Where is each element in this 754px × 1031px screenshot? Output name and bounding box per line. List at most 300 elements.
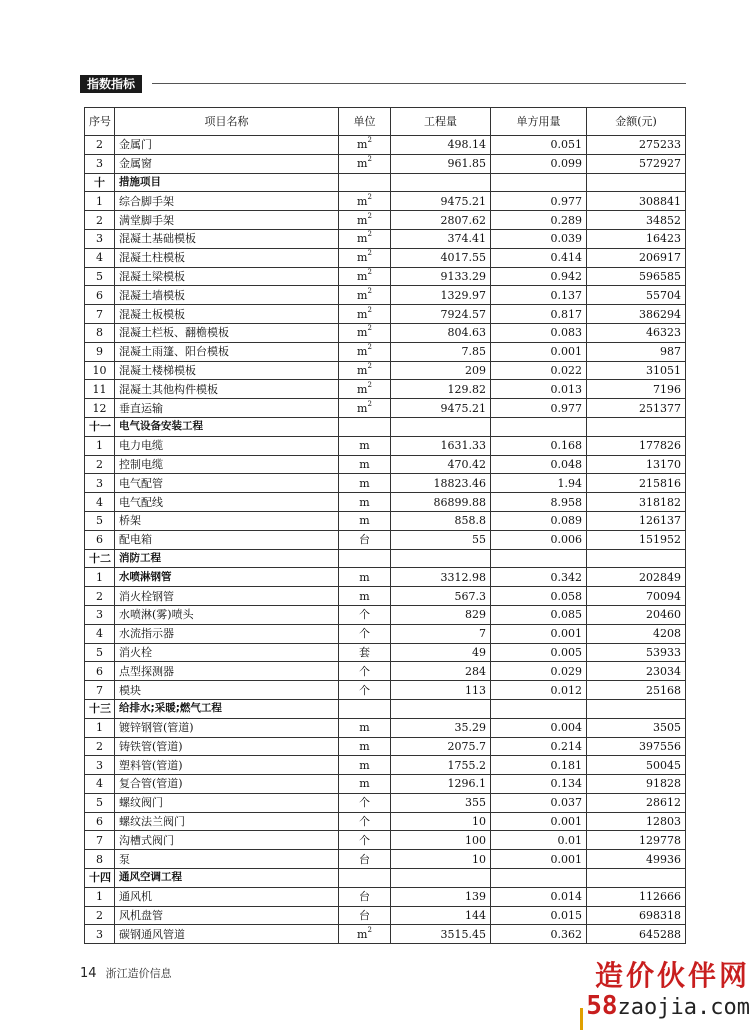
cell-no-text: 4 bbox=[96, 777, 103, 791]
cell-unit bbox=[339, 568, 391, 587]
section-row bbox=[85, 549, 686, 568]
cell-quantity-text: 10 bbox=[472, 852, 486, 866]
cell-unit-usage bbox=[491, 323, 587, 342]
cell-name bbox=[115, 587, 339, 606]
unit-superscript: 2 bbox=[367, 925, 372, 934]
cell-amount-text: 13170 bbox=[646, 457, 681, 471]
cell-unit-usage bbox=[491, 417, 587, 436]
cell-no bbox=[85, 511, 115, 530]
cell-no bbox=[85, 136, 115, 155]
cell-name bbox=[115, 173, 339, 192]
cell-name bbox=[115, 136, 339, 155]
cell-unit-usage bbox=[491, 906, 587, 925]
cell-unit-usage bbox=[491, 248, 587, 267]
cell-quantity-text: 9475.21 bbox=[440, 401, 486, 415]
cell-name-text: 螺纹阀门 bbox=[119, 796, 163, 810]
cell-no bbox=[85, 812, 115, 831]
cell-amount bbox=[587, 775, 686, 794]
cell-name bbox=[115, 229, 339, 248]
cell-name bbox=[115, 511, 339, 530]
cell-unit-usage bbox=[491, 380, 587, 399]
cell-quantity bbox=[391, 906, 491, 925]
cell-unit-usage-text: 0.977 bbox=[550, 194, 582, 208]
cell-amount bbox=[587, 286, 686, 305]
unit-superscript: 2 bbox=[367, 305, 372, 314]
cell-name-text: 措施项目 bbox=[119, 175, 161, 188]
table-row bbox=[85, 775, 686, 794]
page-footer bbox=[80, 962, 172, 981]
table-row bbox=[85, 887, 686, 906]
cell-no-text: 十二 bbox=[89, 551, 111, 565]
col-header-quantity: 工程量 bbox=[391, 108, 491, 136]
cell-unit bbox=[339, 154, 391, 173]
cell-no bbox=[85, 568, 115, 587]
cell-unit-text: 台 bbox=[359, 890, 370, 904]
cell-no bbox=[85, 474, 115, 493]
cell-quantity bbox=[391, 549, 491, 568]
cell-name-text: 混凝土梁模板 bbox=[119, 269, 185, 283]
cell-unit-usage bbox=[491, 173, 587, 192]
cell-quantity-text: 567.3 bbox=[454, 589, 486, 603]
cell-no-text: 3 bbox=[96, 927, 103, 941]
cell-quantity-text: 113 bbox=[465, 683, 486, 697]
cell-name-text: 满堂脚手架 bbox=[119, 213, 174, 227]
cell-name-text: 通风空调工程 bbox=[119, 871, 182, 884]
cell-quantity-text: 4017.55 bbox=[440, 251, 486, 265]
cell-name-text: 电力电缆 bbox=[119, 439, 163, 453]
cell-amount bbox=[587, 361, 686, 380]
cell-amount-text: 50045 bbox=[646, 758, 681, 772]
col-header-name: 项目名称 bbox=[115, 108, 339, 136]
table-row bbox=[85, 436, 686, 455]
cell-name bbox=[115, 211, 339, 230]
cell-name-text: 镀锌钢管(管道) bbox=[119, 721, 194, 735]
cell-no-text: 10 bbox=[92, 363, 107, 377]
cell-quantity-text: 1631.33 bbox=[440, 439, 486, 453]
cell-name-text: 混凝土墙模板 bbox=[119, 288, 185, 302]
cell-no bbox=[85, 643, 115, 662]
cell-name-text: 铸铁管(管道) bbox=[119, 739, 183, 753]
cell-amount bbox=[587, 192, 686, 211]
cell-quantity bbox=[391, 681, 491, 700]
cell-unit bbox=[339, 305, 391, 324]
cell-amount bbox=[587, 812, 686, 831]
cell-no bbox=[85, 605, 115, 624]
cell-amount bbox=[587, 831, 686, 850]
section-row bbox=[85, 417, 686, 436]
cell-unit-text: m bbox=[359, 476, 370, 490]
cell-unit-text: m bbox=[359, 739, 370, 753]
cell-unit bbox=[339, 587, 391, 606]
table-row bbox=[85, 587, 686, 606]
cell-quantity bbox=[391, 211, 491, 230]
cell-name-text: 混凝土其他构件模板 bbox=[119, 382, 218, 396]
cell-amount-text: 23034 bbox=[646, 664, 681, 678]
watermark-bar bbox=[580, 1008, 583, 1030]
cell-unit-usage-text: 0.051 bbox=[550, 138, 582, 152]
cell-unit-text: 台 bbox=[359, 909, 370, 923]
cell-amount bbox=[587, 681, 686, 700]
cell-unit-usage bbox=[491, 455, 587, 474]
cell-no-text: 6 bbox=[96, 288, 103, 302]
cell-unit-text: m bbox=[357, 138, 368, 152]
table-row bbox=[85, 267, 686, 286]
cell-no-text: 11 bbox=[92, 382, 107, 396]
cell-no-text: 3 bbox=[96, 476, 103, 490]
cell-amount bbox=[587, 474, 686, 493]
cell-quantity bbox=[391, 624, 491, 643]
cell-unit-usage-text: 0.012 bbox=[550, 683, 582, 697]
cell-no bbox=[85, 211, 115, 230]
cell-name bbox=[115, 417, 339, 436]
cell-quantity bbox=[391, 699, 491, 718]
cell-quantity bbox=[391, 154, 491, 173]
cell-amount bbox=[587, 211, 686, 230]
cell-unit bbox=[339, 511, 391, 530]
cell-quantity bbox=[391, 530, 491, 549]
cell-no-text: 7 bbox=[96, 833, 103, 847]
cell-unit-usage bbox=[491, 699, 587, 718]
cell-amount bbox=[587, 587, 686, 606]
cell-amount-text: 698318 bbox=[639, 909, 681, 923]
cell-unit-usage bbox=[491, 436, 587, 455]
cell-unit-usage bbox=[491, 624, 587, 643]
cell-amount-text: 20460 bbox=[646, 608, 681, 622]
watermark-url-prefix: 58 bbox=[586, 991, 618, 1021]
cell-quantity bbox=[391, 605, 491, 624]
unit-superscript: 2 bbox=[367, 249, 372, 258]
cell-quantity bbox=[391, 286, 491, 305]
cell-quantity-text: 35.29 bbox=[454, 721, 486, 735]
cell-quantity-text: 7924.57 bbox=[440, 307, 486, 321]
cell-amount bbox=[587, 549, 686, 568]
cell-name-text: 混凝土栏板、翻檐模板 bbox=[119, 326, 229, 340]
cell-no bbox=[85, 925, 115, 944]
cell-quantity bbox=[391, 229, 491, 248]
cell-name-text: 综合脚手架 bbox=[119, 194, 174, 208]
cell-quantity bbox=[391, 342, 491, 361]
cell-name-text: 桥架 bbox=[119, 514, 141, 528]
cell-unit-usage-text: 0.039 bbox=[550, 232, 582, 246]
section-row bbox=[85, 869, 686, 888]
cell-no bbox=[85, 662, 115, 681]
cell-name-text: 混凝土楼梯模板 bbox=[119, 363, 196, 377]
cell-amount-text: 12803 bbox=[646, 815, 681, 829]
cell-unit bbox=[339, 756, 391, 775]
cell-unit bbox=[339, 699, 391, 718]
unit-superscript: 2 bbox=[367, 155, 372, 164]
cell-unit bbox=[339, 474, 391, 493]
cell-unit-usage bbox=[491, 342, 587, 361]
section-row bbox=[85, 173, 686, 192]
cell-no bbox=[85, 342, 115, 361]
cell-amount bbox=[587, 267, 686, 286]
cell-unit-usage-text: 0.977 bbox=[550, 401, 582, 415]
index-table bbox=[84, 107, 686, 944]
cell-unit-usage bbox=[491, 831, 587, 850]
cell-unit bbox=[339, 793, 391, 812]
cell-amount-text: 55704 bbox=[646, 288, 681, 302]
section-row bbox=[85, 699, 686, 718]
cell-amount bbox=[587, 568, 686, 587]
table-row bbox=[85, 511, 686, 530]
cell-unit bbox=[339, 831, 391, 850]
cell-quantity bbox=[391, 493, 491, 512]
cell-quantity-text: 7.85 bbox=[461, 345, 486, 359]
cell-amount-text: 70094 bbox=[646, 589, 681, 603]
table-row bbox=[85, 530, 686, 549]
cell-no bbox=[85, 229, 115, 248]
cell-amount bbox=[587, 380, 686, 399]
table-row bbox=[85, 380, 686, 399]
cell-name-text: 沟槽式阀门 bbox=[119, 833, 174, 847]
cell-unit-usage-text: 0.362 bbox=[550, 927, 582, 941]
cell-amount bbox=[587, 643, 686, 662]
cell-no bbox=[85, 793, 115, 812]
cell-amount bbox=[587, 455, 686, 474]
cell-quantity bbox=[391, 136, 491, 155]
cell-no-text: 十四 bbox=[89, 871, 111, 885]
cell-unit-usage-text: 0.134 bbox=[550, 777, 582, 791]
cell-name-text: 金属门 bbox=[119, 138, 152, 152]
cell-quantity-text: 7 bbox=[479, 627, 486, 641]
cell-amount bbox=[587, 305, 686, 324]
cell-name-text: 电气设备安装工程 bbox=[119, 420, 203, 433]
cell-amount bbox=[587, 662, 686, 681]
cell-unit-usage bbox=[491, 511, 587, 530]
header-divider bbox=[152, 83, 686, 84]
cell-unit bbox=[339, 869, 391, 888]
cell-unit-text: m bbox=[357, 401, 368, 415]
cell-unit-usage-text: 0.048 bbox=[550, 457, 582, 471]
cell-quantity-text: 2075.7 bbox=[447, 739, 486, 753]
cell-unit-text: m bbox=[357, 326, 368, 340]
cell-no bbox=[85, 192, 115, 211]
cell-unit-text: m bbox=[357, 269, 368, 283]
cell-name bbox=[115, 530, 339, 549]
cell-unit-text: m bbox=[359, 495, 370, 509]
table-row bbox=[85, 925, 686, 944]
cell-unit-usage-text: 0.004 bbox=[550, 721, 582, 735]
table-row bbox=[85, 624, 686, 643]
cell-no-text: 6 bbox=[96, 664, 103, 678]
cell-amount bbox=[587, 154, 686, 173]
cell-amount bbox=[587, 624, 686, 643]
cell-unit bbox=[339, 173, 391, 192]
cell-quantity-text: 374.41 bbox=[447, 232, 486, 246]
cell-unit bbox=[339, 530, 391, 549]
cell-amount-text: 129778 bbox=[639, 833, 681, 847]
cell-name bbox=[115, 361, 339, 380]
cell-no-text: 1 bbox=[96, 570, 103, 584]
section-tag: 指数指标 bbox=[80, 75, 142, 93]
cell-amount bbox=[587, 399, 686, 418]
cell-unit-usage bbox=[491, 850, 587, 869]
cell-no-text: 3 bbox=[96, 758, 103, 772]
cell-unit-usage-text: 0.414 bbox=[550, 251, 582, 265]
cell-amount-text: 215816 bbox=[639, 476, 681, 490]
watermark bbox=[586, 960, 750, 1022]
cell-amount-text: 112666 bbox=[639, 890, 681, 904]
cell-name bbox=[115, 605, 339, 624]
cell-unit-usage-text: 0.085 bbox=[550, 608, 582, 622]
cell-quantity-text: 3515.45 bbox=[440, 927, 486, 941]
cell-unit-usage-text: 0.181 bbox=[550, 758, 582, 772]
cell-unit-text: m bbox=[357, 307, 368, 321]
cell-unit-usage-text: 0.01 bbox=[557, 833, 582, 847]
cell-unit bbox=[339, 812, 391, 831]
table-row bbox=[85, 605, 686, 624]
cell-name-text: 电气配管 bbox=[119, 476, 163, 490]
cell-unit-text: 个 bbox=[359, 627, 370, 641]
cell-unit-usage bbox=[491, 662, 587, 681]
cell-amount bbox=[587, 136, 686, 155]
cell-no-text: 2 bbox=[96, 739, 103, 753]
cell-unit-text: 台 bbox=[359, 852, 370, 866]
cell-name-text: 碳钢通风管道 bbox=[119, 927, 185, 941]
unit-superscript: 2 bbox=[367, 211, 372, 220]
cell-unit-usage-text: 0.015 bbox=[550, 909, 582, 923]
cell-name bbox=[115, 869, 339, 888]
cell-unit-usage bbox=[491, 154, 587, 173]
section-header bbox=[80, 75, 686, 93]
cell-amount bbox=[587, 323, 686, 342]
cell-no bbox=[85, 737, 115, 756]
cell-unit-usage-text: 0.083 bbox=[550, 326, 582, 340]
cell-no-text: 5 bbox=[96, 269, 103, 283]
cell-no-text: 12 bbox=[92, 401, 107, 415]
cell-no-text: 3 bbox=[96, 232, 103, 246]
cell-no-text: 6 bbox=[96, 533, 103, 547]
col-header-unit-usage: 单方用量 bbox=[491, 108, 587, 136]
cell-no-text: 3 bbox=[96, 608, 103, 622]
cell-amount-text: 645288 bbox=[639, 927, 681, 941]
cell-quantity-text: 829 bbox=[465, 608, 486, 622]
cell-unit-text: m bbox=[359, 721, 370, 735]
cell-no bbox=[85, 530, 115, 549]
cell-no-text: 6 bbox=[96, 815, 103, 829]
cell-unit-usage bbox=[491, 493, 587, 512]
cell-unit-usage bbox=[491, 399, 587, 418]
cell-quantity bbox=[391, 361, 491, 380]
table-row bbox=[85, 681, 686, 700]
cell-name bbox=[115, 850, 339, 869]
table-row bbox=[85, 211, 686, 230]
cell-unit bbox=[339, 361, 391, 380]
cell-quantity bbox=[391, 756, 491, 775]
cell-amount bbox=[587, 699, 686, 718]
table-row bbox=[85, 286, 686, 305]
cell-name bbox=[115, 493, 339, 512]
cell-quantity-text: 9475.21 bbox=[440, 194, 486, 208]
cell-no bbox=[85, 549, 115, 568]
cell-name-text: 消火栓钢管 bbox=[119, 589, 174, 603]
cell-quantity bbox=[391, 869, 491, 888]
cell-name-text: 螺纹法兰阀门 bbox=[119, 815, 185, 829]
cell-unit-usage bbox=[491, 530, 587, 549]
cell-amount-text: 91828 bbox=[646, 777, 681, 791]
cell-quantity-text: 9133.29 bbox=[440, 269, 486, 283]
cell-quantity bbox=[391, 568, 491, 587]
cell-amount-text: 202849 bbox=[639, 570, 681, 584]
cell-amount-text: 34852 bbox=[646, 213, 681, 227]
cell-unit-usage-text: 0.014 bbox=[550, 890, 582, 904]
cell-amount bbox=[587, 342, 686, 361]
cell-quantity-text: 10 bbox=[472, 815, 486, 829]
cell-unit-text: m bbox=[359, 758, 370, 772]
cell-unit-usage-text: 0.006 bbox=[550, 533, 582, 547]
cell-unit bbox=[339, 229, 391, 248]
table-row bbox=[85, 136, 686, 155]
cell-amount-text: 16423 bbox=[646, 232, 681, 246]
cell-no-text: 8 bbox=[96, 852, 103, 866]
cell-name bbox=[115, 323, 339, 342]
cell-quantity-text: 1296.1 bbox=[447, 777, 486, 791]
cell-amount-text: 46323 bbox=[646, 326, 681, 340]
cell-unit-text: m bbox=[357, 157, 368, 171]
cell-unit-text: 个 bbox=[359, 815, 370, 829]
cell-no-text: 2 bbox=[96, 457, 103, 471]
cell-no bbox=[85, 869, 115, 888]
cell-amount-text: 3505 bbox=[653, 721, 681, 735]
cell-no bbox=[85, 887, 115, 906]
cell-unit-usage bbox=[491, 286, 587, 305]
cell-unit-text: m bbox=[357, 232, 368, 246]
cell-no-text: 1 bbox=[96, 439, 103, 453]
cell-amount-text: 386294 bbox=[639, 307, 681, 321]
cell-no-text: 5 bbox=[96, 796, 103, 810]
cell-unit-usage bbox=[491, 793, 587, 812]
cell-amount bbox=[587, 737, 686, 756]
cell-unit-text: m bbox=[357, 363, 368, 377]
cell-unit-usage-text: 0.058 bbox=[550, 589, 582, 603]
cell-amount-text: 572927 bbox=[639, 157, 681, 171]
cell-unit bbox=[339, 323, 391, 342]
cell-unit bbox=[339, 380, 391, 399]
cell-quantity-text: 3312.98 bbox=[440, 570, 486, 584]
cell-unit-text: 个 bbox=[359, 664, 370, 678]
cell-no bbox=[85, 831, 115, 850]
watermark-url bbox=[586, 992, 750, 1022]
cell-quantity-text: 2807.62 bbox=[440, 213, 486, 227]
cell-unit-text: m bbox=[357, 927, 368, 941]
cell-no bbox=[85, 681, 115, 700]
cell-unit-usage-text: 0.089 bbox=[550, 514, 582, 528]
cell-name bbox=[115, 436, 339, 455]
cell-no bbox=[85, 154, 115, 173]
cell-name bbox=[115, 549, 339, 568]
table-row bbox=[85, 361, 686, 380]
table-row bbox=[85, 399, 686, 418]
table-row bbox=[85, 756, 686, 775]
cell-unit-usage bbox=[491, 229, 587, 248]
cell-name-text: 点型探测器 bbox=[119, 664, 174, 678]
cell-unit-usage bbox=[491, 718, 587, 737]
cell-quantity bbox=[391, 380, 491, 399]
cell-quantity bbox=[391, 267, 491, 286]
cell-no-text: 2 bbox=[96, 589, 103, 603]
cell-unit-usage bbox=[491, 925, 587, 944]
cell-name bbox=[115, 681, 339, 700]
cell-name-text: 电气配线 bbox=[119, 495, 163, 509]
cell-quantity bbox=[391, 511, 491, 530]
table-row bbox=[85, 455, 686, 474]
cell-amount bbox=[587, 718, 686, 737]
cell-quantity-text: 129.82 bbox=[447, 382, 486, 396]
cell-name bbox=[115, 662, 339, 681]
cell-quantity bbox=[391, 417, 491, 436]
cell-name bbox=[115, 906, 339, 925]
